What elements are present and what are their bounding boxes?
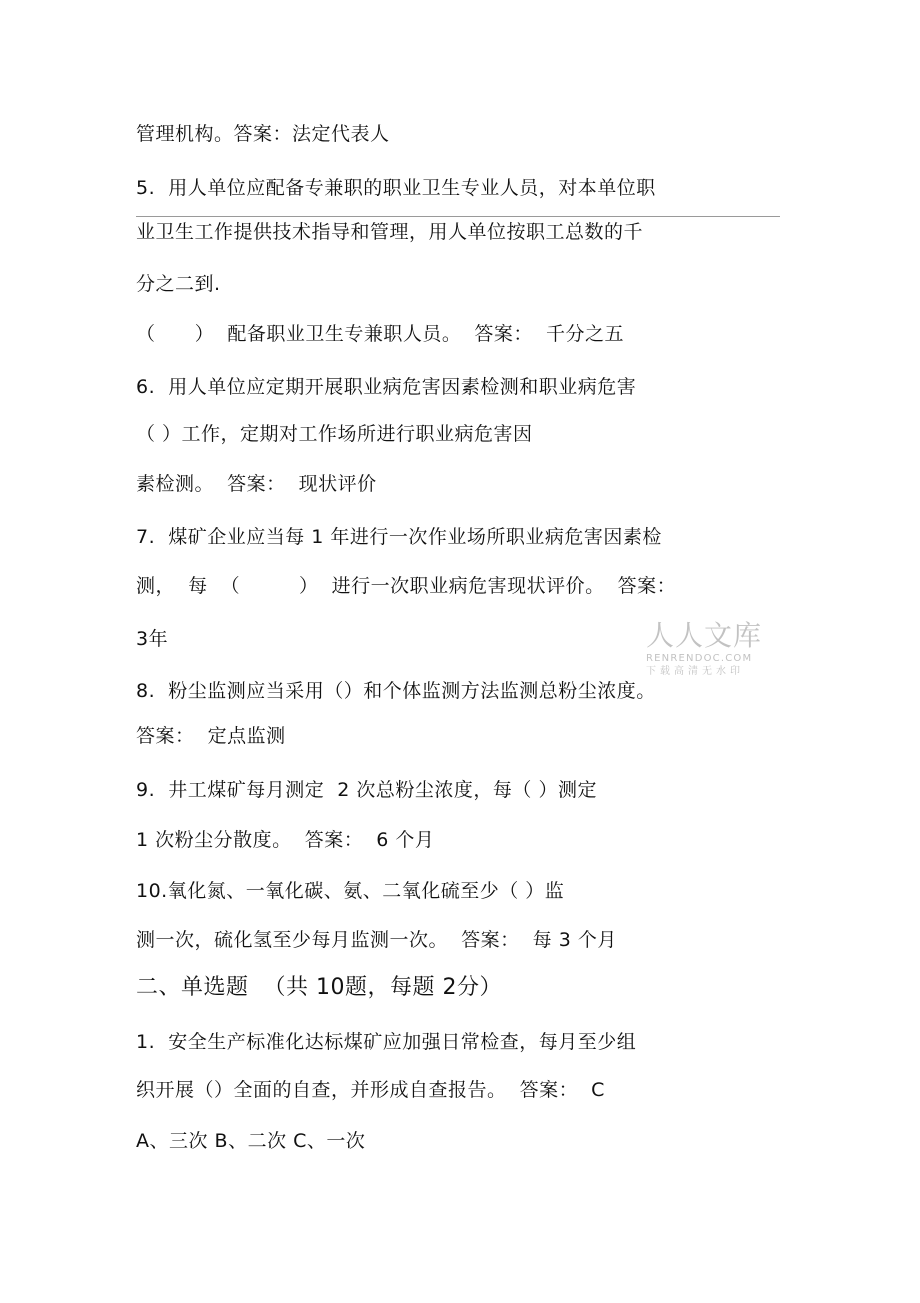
watermark-logo — [646, 620, 776, 684]
text-line: 7. 煤矿企业应当每 1 年进行一次作业场所职业病危害因素检 — [136, 526, 662, 548]
text-line: 1 次粉尘分散度。 答案： 6 个月 — [136, 829, 435, 851]
section-heading: 二、单选题 （共 10题，每题 2分） — [136, 975, 502, 1000]
text-line: 答案： 定点监测 — [136, 725, 286, 747]
text-line: 10.氧化氮、一氧化碳、氨、二氧化硫至少（ ）监 — [136, 880, 565, 902]
text-line: 6. 用人单位应定期开展职业病危害因素检测和职业病危害 — [136, 376, 637, 398]
text-line: 测一次，硫化氢至少每月监测一次。 答案： 每 3 个月 — [136, 929, 617, 951]
text-line: 业卫生工作提供技术指导和管理，用人单位按职工总数的千 — [136, 221, 644, 243]
text-line: （ ）工作，定期对工作场所进行职业病危害因 — [136, 423, 533, 445]
horizontal-rule — [136, 216, 780, 217]
text-line: 测， 每 （ ） 进行一次职业病危害现状评价。 答案： — [136, 575, 677, 597]
text-line: 素检测。 答案： 现状评价 — [136, 473, 377, 495]
text-line: （ ） 配备职业卫生专兼职人员。 答案： 千分之五 — [136, 323, 624, 345]
text-line: 管理机构。答案：法定代表人 — [136, 123, 390, 145]
text-line: 3年 — [136, 628, 169, 650]
watermark-title: 人人文库 — [646, 619, 763, 652]
text-line: 9. 井工煤矿每月测定 2 次总粉尘浓度，每（ ）测定 — [136, 779, 597, 801]
watermark-subtitle: 下载高清无水印 — [646, 666, 744, 677]
text-line: 1. 安全生产标准化达标煤矿应加强日常检查，每月至少组 — [136, 1031, 637, 1053]
text-line: 分之二到. — [136, 273, 221, 295]
watermark-url: RENRENDOC.COM — [646, 653, 753, 664]
text-line: 5. 用人单位应配备专兼职的职业卫生专业人员，对本单位职 — [136, 177, 656, 199]
text-line: 8. 粉尘监测应当采用（）和个体监测方法监测总粉尘浓度。 — [136, 680, 656, 702]
text-line: 织开展（）全面的自查，并形成自查报告。 答案： C — [136, 1079, 605, 1101]
text-line: A、三次 B、二次 C、一次 — [136, 1130, 366, 1152]
